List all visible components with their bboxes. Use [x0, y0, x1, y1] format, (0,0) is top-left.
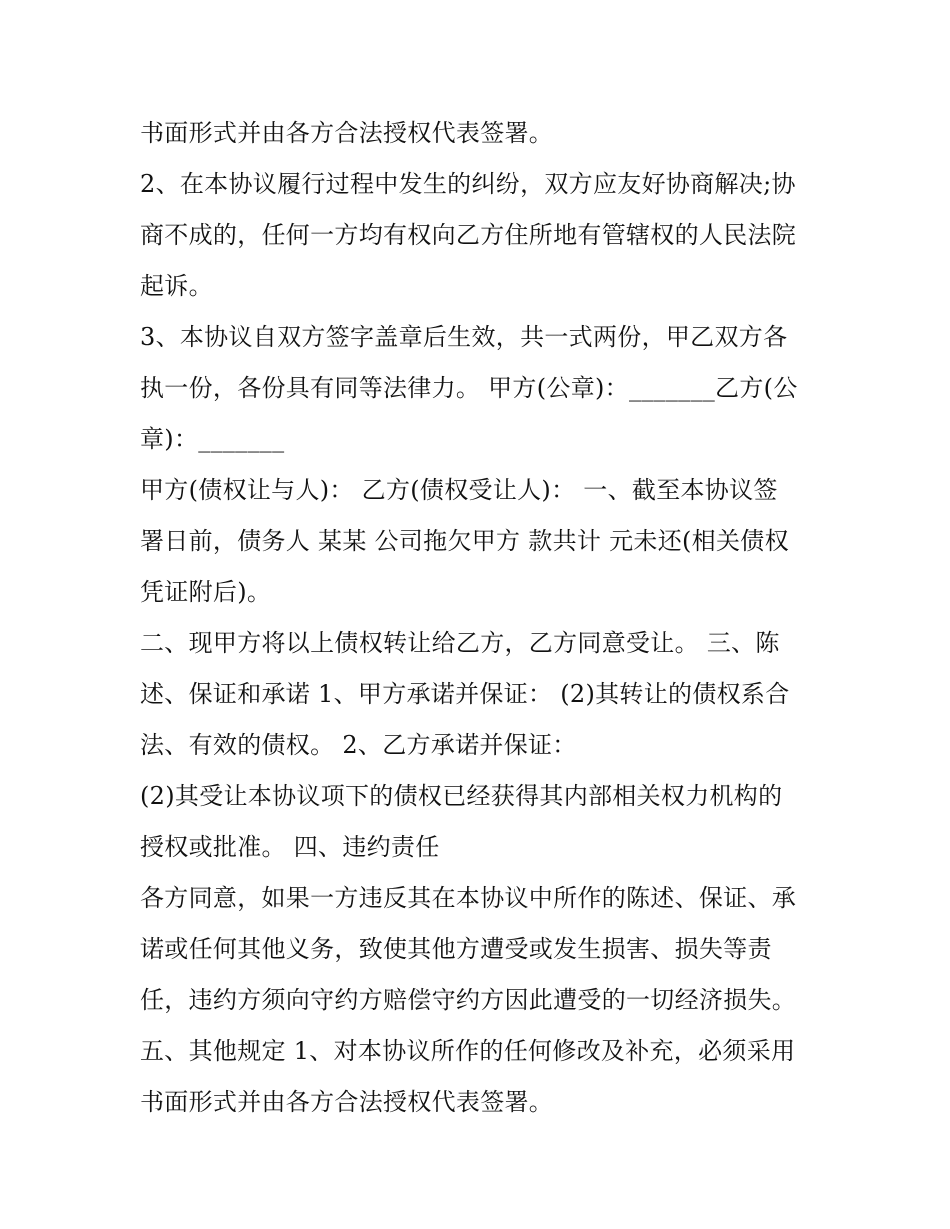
text-line: 3、本协议自双方签字盖章后生效，共一式两份，甲乙双方各 — [140, 323, 788, 351]
text-line: 执一份，各份具有同等法律力。 甲方(公章)：_______乙方(公 — [140, 374, 798, 402]
text-line: 起诉。 — [140, 272, 213, 300]
text-line: 2、在本协议履行过程中发生的纠纷，双方应友好协商解决;协 — [140, 170, 796, 198]
text-line: 二、现甲方将以上债权转让给乙方，乙方同意受让。 三、陈 — [140, 629, 780, 657]
text-line: 书面形式并由各方合法授权代表签署。 — [140, 1088, 554, 1116]
text-line: 法、有效的债权。 2、乙方承诺并保证： — [140, 731, 577, 759]
text-line: 章)：_______ — [140, 425, 285, 453]
text-line: 五、其他规定 1、对本协议所作的任何修改及补充，必须采用 — [140, 1037, 796, 1065]
text-line: 书面形式并由各方合法授权代表签署。 — [140, 119, 554, 147]
text-line: 述、保证和承诺 1、甲方承诺并保证： (2)其转让的债权系合 — [140, 680, 790, 708]
text-line: 诺或任何其他义务，致使其他方遭受或发生损害、损失等责 — [140, 935, 772, 963]
text-line: 授权或批准。 四、违约责任 — [140, 833, 440, 861]
text-line: 署日前，债务人 某某 公司拖欠甲方 款共计 元未还(相关债权 — [140, 527, 789, 555]
text-line: 商不成的，任何一方均有权向乙方住所地有管辖权的人民法院 — [140, 221, 797, 249]
text-line: 甲方(债权让与人)： 乙方(债权受让人)： 一、截至本协议签 — [140, 476, 778, 504]
text-line: 凭证附后)。 — [140, 578, 272, 606]
text-line: 任，违约方须向守约方赔偿守约方因此遭受的一切经济损失。 — [140, 986, 797, 1014]
text-line: (2)其受让本协议项下的债权已经获得其内部相关权力机构的 — [140, 782, 783, 810]
document-body — [140, 108, 820, 1128]
text-line: 各方同意，如果一方违反其在本协议中所作的陈述、保证、承 — [140, 884, 797, 912]
